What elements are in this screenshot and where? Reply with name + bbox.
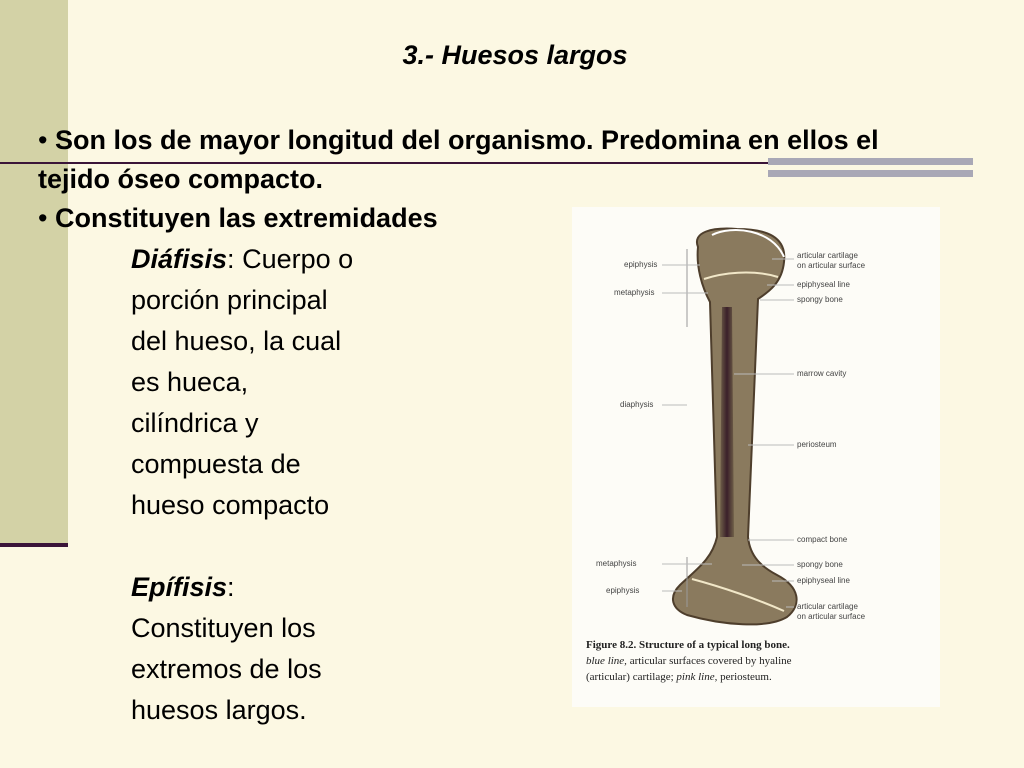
long-bone-illustration bbox=[572, 207, 940, 637]
figure-label: marrow cavity bbox=[797, 369, 847, 378]
text-line: porción principal bbox=[131, 285, 328, 315]
text-line: compuesta de bbox=[131, 449, 301, 479]
figure-caption bbox=[586, 637, 940, 685]
figure-label: on articular surface bbox=[797, 612, 866, 621]
text-line: Constituyen los bbox=[131, 613, 316, 643]
epifisis-line: Epífisis: bbox=[131, 572, 235, 602]
figure-label: epiphyseal line bbox=[797, 576, 850, 585]
text-line: extremos de los bbox=[131, 654, 322, 684]
text-line: cilíndrica y bbox=[131, 408, 259, 438]
caption-title: Figure 8.2. Structure of a typical long bone. bbox=[586, 639, 790, 651]
long-bone-figure bbox=[572, 207, 940, 707]
figure-label: articular cartilage bbox=[797, 251, 858, 260]
left-decor-band bbox=[0, 0, 68, 543]
figure-label: epiphysis bbox=[606, 586, 640, 595]
text-line: del hueso, la cual bbox=[131, 326, 342, 356]
figure-label: on articular surface bbox=[797, 261, 866, 270]
left-decor-rule bbox=[0, 543, 68, 547]
figure-label: epiphyseal line bbox=[797, 280, 850, 289]
figure-label: metaphysis bbox=[614, 288, 655, 297]
epifisis-term: Epífisis bbox=[131, 572, 228, 602]
figure-label: periosteum bbox=[797, 440, 837, 449]
text-line: es hueca, bbox=[131, 367, 249, 397]
figure-label: epiphysis bbox=[624, 260, 658, 269]
marrow-cavity-shape bbox=[720, 307, 734, 537]
caption-line: blue line, articular surfaces covered by hyaline bbox=[586, 655, 792, 667]
figure-label: spongy bone bbox=[797, 295, 843, 304]
figure-label: metaphysis bbox=[596, 559, 637, 568]
text-line: hueso compacto bbox=[131, 490, 330, 520]
definitions-column bbox=[131, 239, 431, 731]
text-line: huesos largos. bbox=[131, 695, 307, 725]
bullet-item: • Constituyen las extremidades bbox=[38, 203, 438, 233]
figure-label: articular cartilage bbox=[797, 602, 858, 611]
figure-label: spongy bone bbox=[797, 560, 843, 569]
figure-label: diaphysis bbox=[620, 400, 654, 409]
diafisis-term: Diáfisis bbox=[131, 244, 228, 274]
figure-label: compact bone bbox=[797, 535, 848, 544]
bullet-item: • Son los de mayor longitud del organismo. Predomina en ellos el tejido óseo compacto. bbox=[38, 125, 879, 194]
diafisis-line: Diáfisis: Cuerpo o bbox=[131, 244, 354, 274]
caption-line: (articular) cartilage; pink line, periosteum. bbox=[586, 671, 772, 683]
slide-title: 3.- Huesos largos bbox=[402, 40, 628, 70]
